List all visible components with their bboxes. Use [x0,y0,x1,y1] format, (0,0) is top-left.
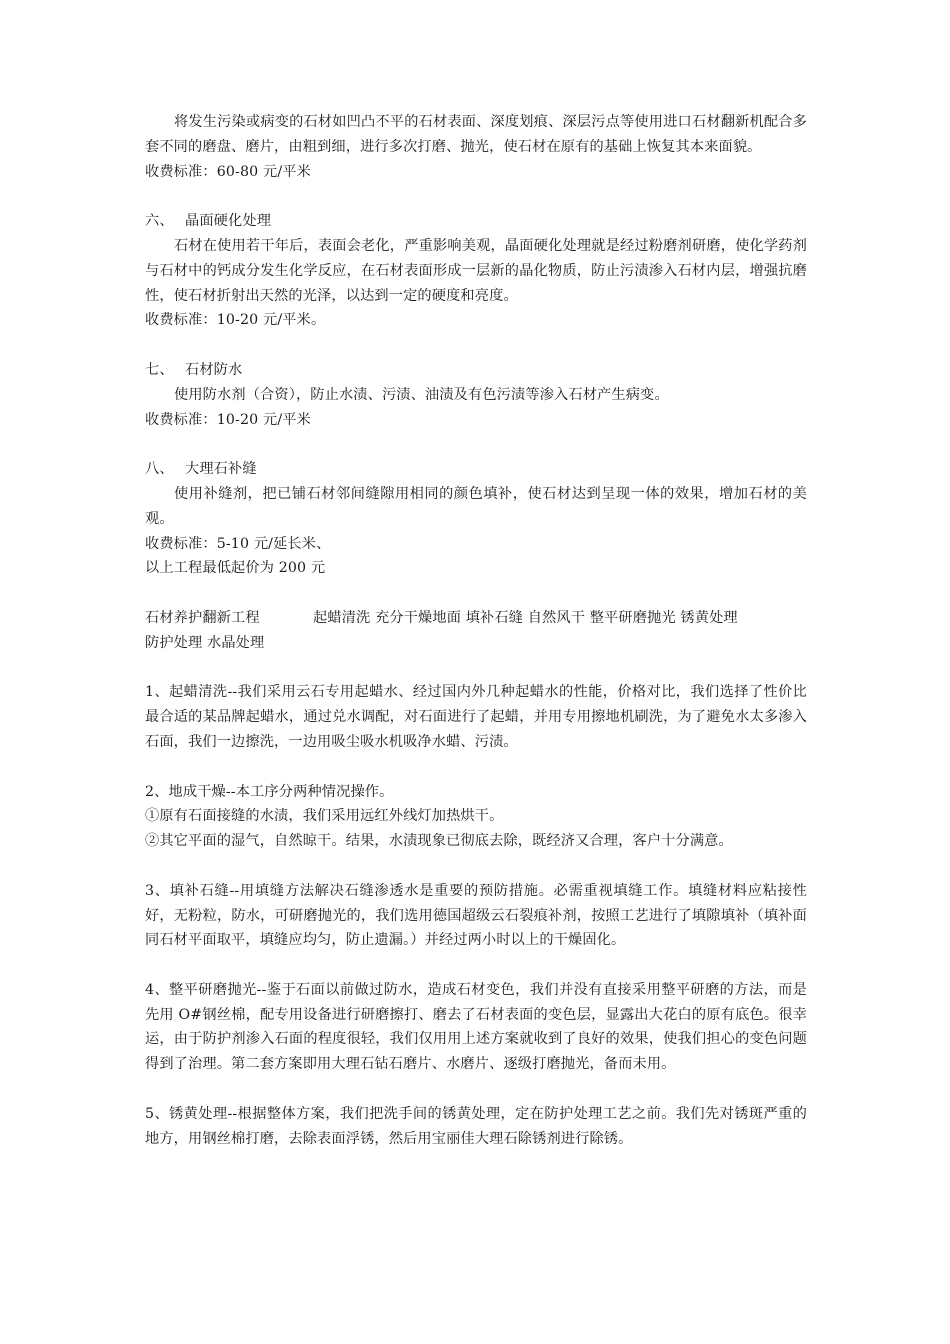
section-7-title: 石材防水 [185,361,243,378]
document-page [145,110,807,1151]
step-2-paragraph: 2、地成干燥--本工序分两种情况操作。 [145,783,394,800]
section-8-fee: 收费标准：5-10 元/延长米、 [145,535,331,552]
work-steps-list: 起蜡清洗 充分干燥地面 填补石缝 自然风干 整平研磨抛光 锈黄处理 [313,609,738,626]
intro-paragraph: 将发生污染或病变的石材如凹凸不平的石材表面、深度划痕、深层污点等使用进口石材翻新机配合多套不同的磨盘、磨片，由粗到细，进行多次打磨、抛光，使石材在原有的基础上恢复其本来面貌。 [145,114,807,155]
section-6-heading [145,209,807,234]
minimum-price-note: 以上工程最低起价为 200 元 [145,560,326,577]
spacer [145,333,807,358]
section-7-number: 七、 [145,361,174,378]
spacer [145,581,807,606]
spacer [145,953,807,978]
section-6-title: 晶面硬化处理 [185,213,272,230]
section-6-number: 六、 [145,213,174,230]
intro-fee: 收费标准：60-80 元/平米 [145,163,311,180]
step-5-paragraph: 5、锈黄处理--根据整体方案，我们把洗手间的锈黄处理，定在防护处理工艺之前。我们先对锈斑严重的地方，用钢丝棉打磨，去除表面浮锈，然后用宝丽佳大理石除锈剂进行除锈。 [145,1105,807,1147]
spacer [145,755,807,780]
section-8-body: 使用补缝剂，把已铺石材邻间缝隙用相同的颜色填补，使石材达到呈现一体的效果，增加石材的美观。 [145,485,807,527]
spacer [145,656,807,681]
section-7-heading [145,358,807,383]
spacer [145,184,807,209]
step-1-paragraph: 1、起蜡清洗--我们采用云石专用起蜡水、经过国内外几种起蜡水的性能，价格对比，我们选择了性价比最合适的某品牌起蜡水，通过兑水调配，对石面进行了起蜡，并用专用擦地机刷洗，为了避免水太多渗入石面，我们一边擦洗，一边用吸尘吸水机吸净水蜡、污渍。 [145,684,807,750]
section-8-title: 大理石补缝 [185,461,257,478]
section-7-body: 使用防水剂（合资），防止水渍、污渍、油渍及有色污渍等渗入石材产生病变。 [174,386,669,403]
spacer [145,432,807,457]
work-label: 石材养护翻新工程 [145,609,260,626]
section-6-fee: 收费标准：10-20 元/平米。 [145,312,326,329]
work-steps-line [145,606,807,631]
section-8-heading [145,457,807,482]
step-2-sub-2: ②其它平面的湿气，自然晾干。结果，水渍现象已彻底去除，既经济又合理，客户十分满意。 [145,833,733,850]
step-3-paragraph: 3、填补石缝--用填缝方法解决石缝渗透水是重要的预防措施。必需重视填缝工作。填缝材料应粘接性好，无粉粒，防水，可研磨抛光的，我们选用德国超级云石裂痕补剂，按照工艺进行了填隙填补（填补面同石材平面取平，填缝应均匀，防止遗漏。）并经过两小时以上的干燥固化。 [145,882,807,949]
section-6-body: 石材在使用若干年后，表面会老化，严重影响美观，晶面硬化处理就是经过粉磨剂研磨，使化学药剂与石材中的钙成分发生化学反应，在石材表面形成一层新的晶化物质，防止污渍渗入石材内层，增强抗磨性，使石材折射出天然的光泽，以达到一定的硬度和亮度。 [145,237,807,304]
section-8-number: 八、 [145,461,174,478]
spacer [145,1077,807,1102]
step-2-sub-1: ①原有石面接缝的水渍，我们采用远红外线灯加热烘干。 [145,808,504,825]
step-4-paragraph: 4、整平研磨抛光--鉴于石面以前做过防水，造成石材变色，我们并没有直接采用整平研磨的方法，而是先用 O#钢丝棉，配专用设备进行研磨擦打、磨去了石材表面的变色层，显露出大花白的原有底色。很幸运，由于防护剂渗入石面的程度很轻，我们仅用用上述方案就收到了良好的效果，使我们担心的变色问题得到了治理。第二套方案即用大理石钻石磨片、水磨片、逐级打磨抛光，备而未用。 [145,981,807,1073]
section-7-fee: 收费标准：10-20 元/平米 [145,411,311,428]
work-steps-line-2: 防护处理 水晶处理 [145,634,265,651]
spacer [145,854,807,879]
